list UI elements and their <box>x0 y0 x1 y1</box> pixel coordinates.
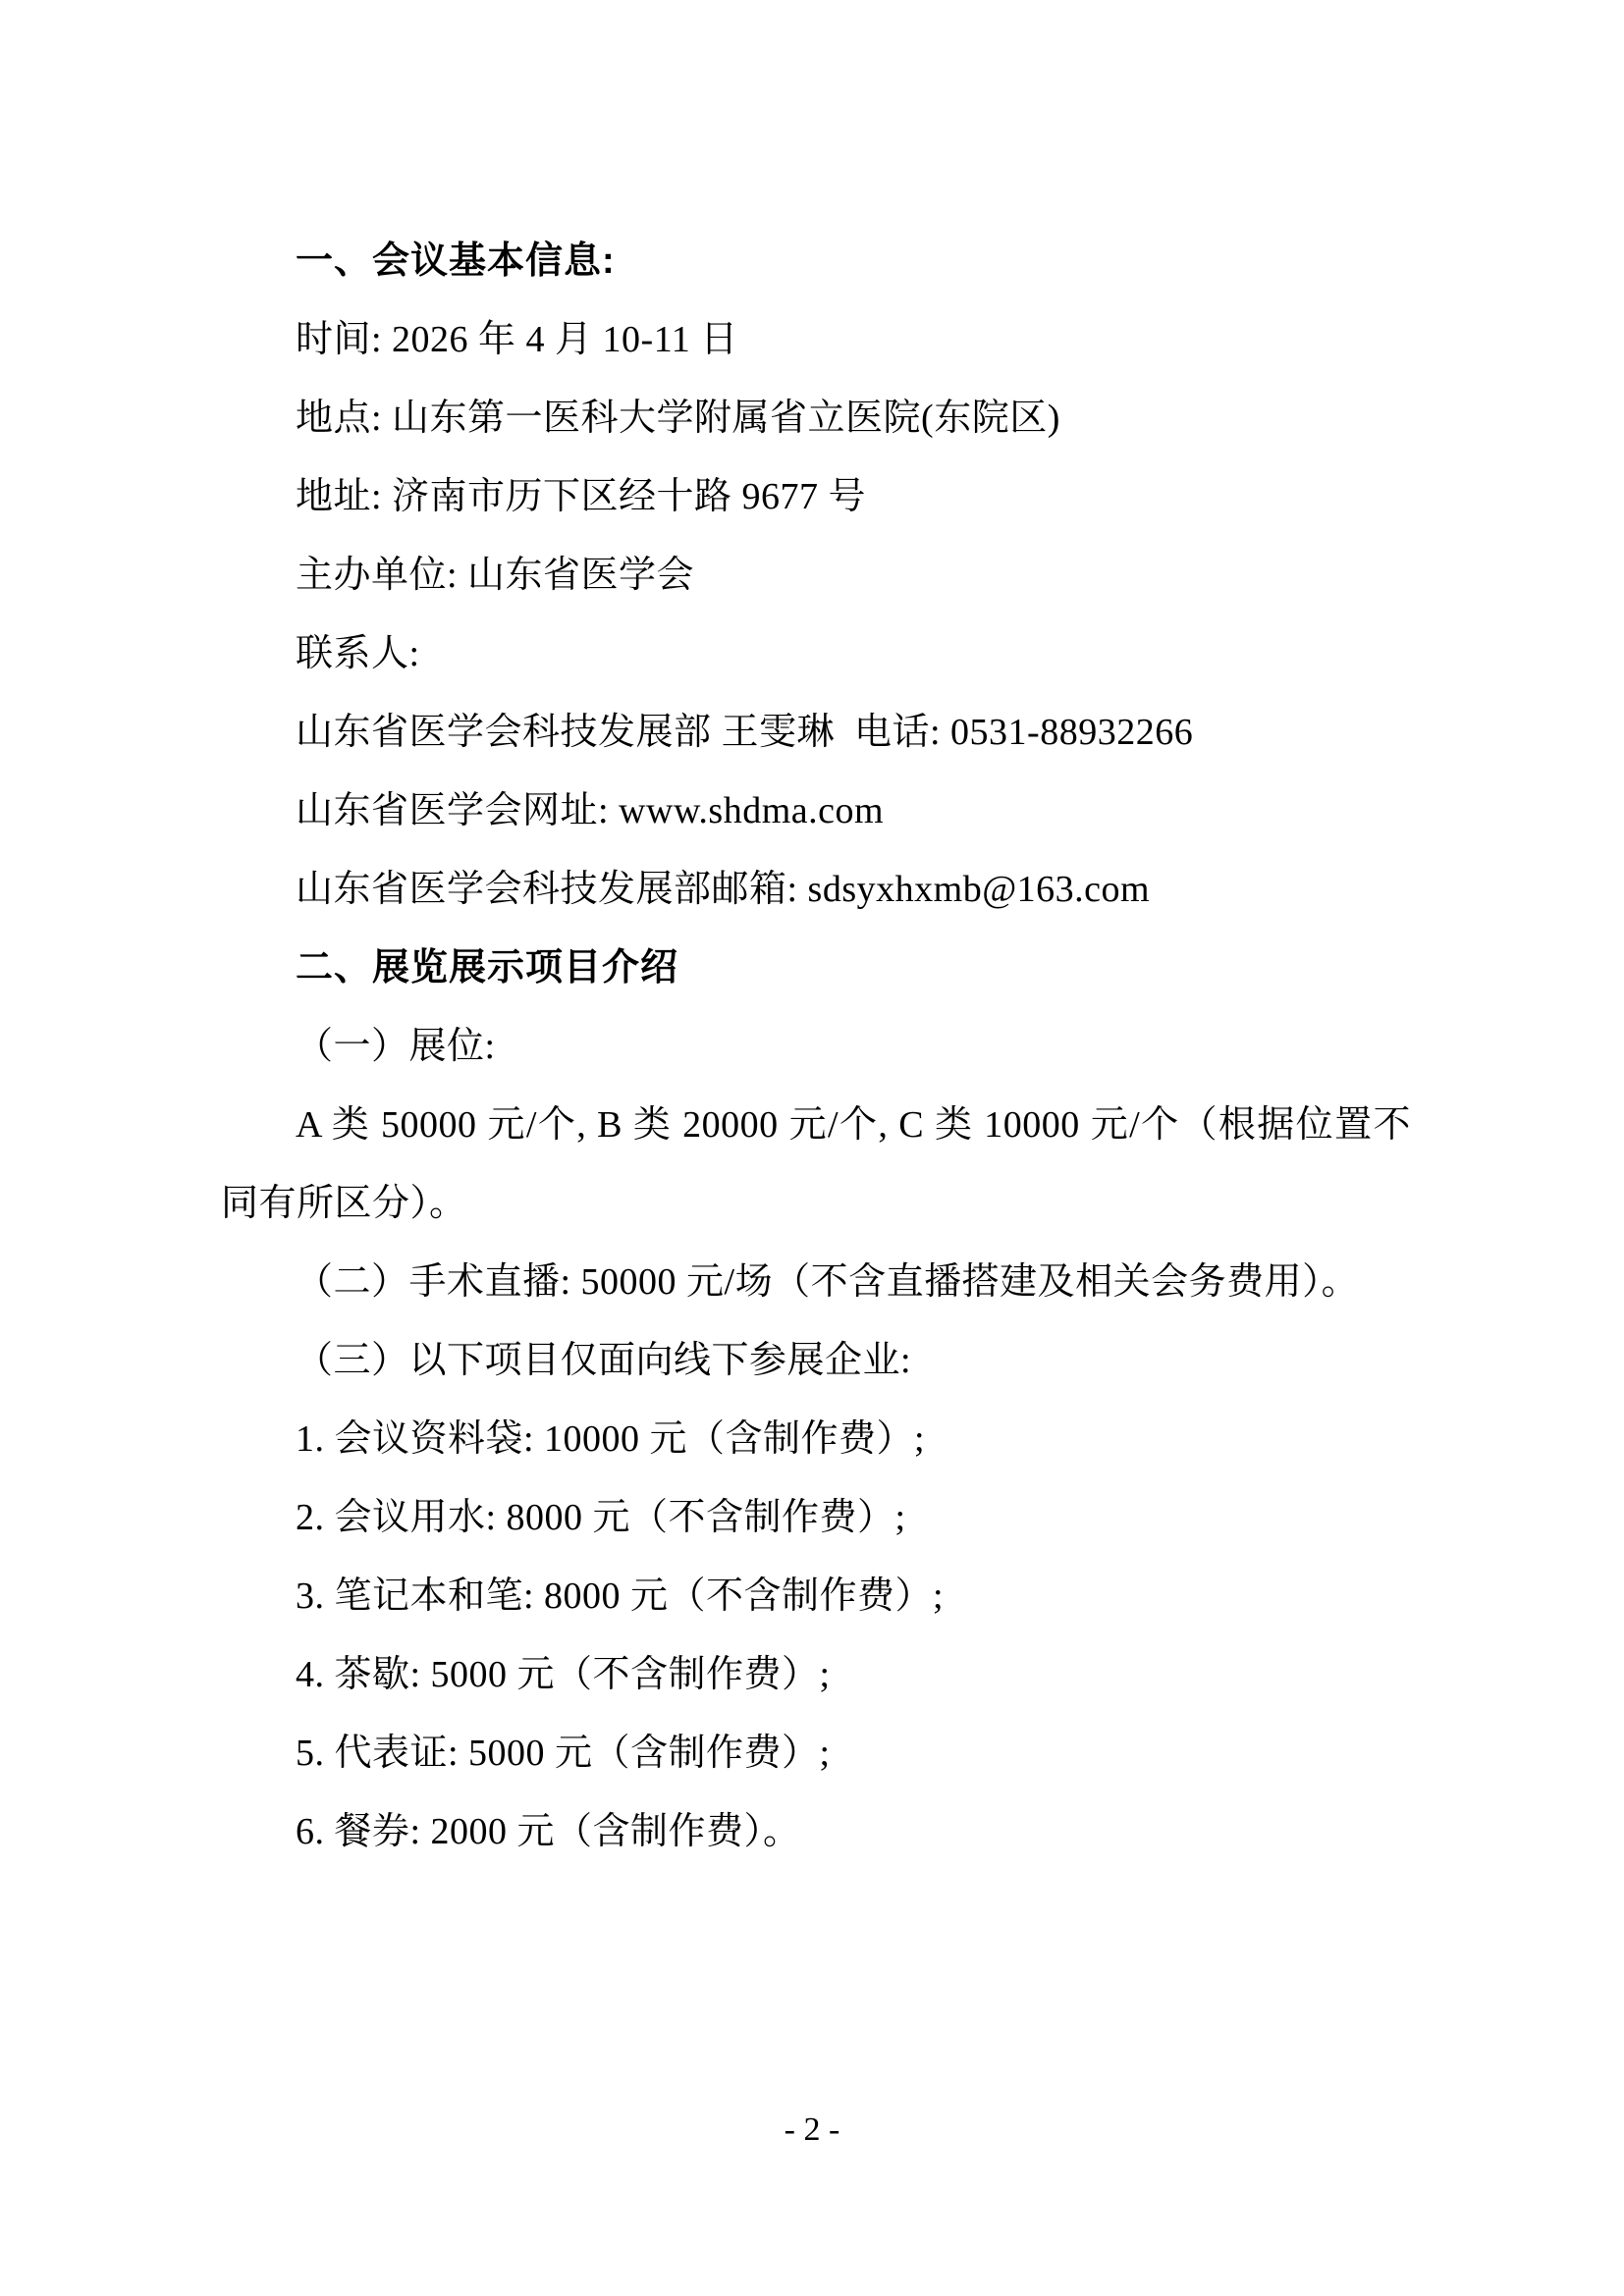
line-organizer: 主办单位: 山东省医学会 <box>296 555 695 596</box>
line-contact-phone: 山东省医学会科技发展部 王雯琳 电话: 0531-88932266 <box>296 712 1194 753</box>
page-number: - 2 - <box>784 2111 840 2148</box>
line-address: 地址: 济南市历下区经十路 9677 号 <box>296 476 867 517</box>
list-item-material-bag: 1. 会议资料袋: 10000 元（含制作费）; <box>296 1418 926 1460</box>
line-booth-prices: A 类 50000 元/个, B 类 20000 元/个, C 类 10000 元/个（根据位置不同有所区分）。 <box>221 1104 1411 1224</box>
heading-basic-info: 一、会议基本信息: <box>296 240 616 282</box>
list-item-tea-break: 4. 茶歇: 5000 元（不含制作费）; <box>296 1654 831 1695</box>
line-offline-only-label: （三）以下项目仅面向线下参展企业: <box>296 1340 912 1381</box>
line-website: 山东省医学会网址: www.shdma.com <box>296 790 885 831</box>
list-item-water: 2. 会议用水: 8000 元（不含制作费）; <box>296 1497 906 1538</box>
line-booth-label: （一）展位: <box>296 1026 496 1067</box>
document-body <box>221 222 1411 1871</box>
line-venue: 地点: 山东第一医科大学附属省立医院(东院区) <box>296 398 1060 439</box>
list-item-notebook-pen: 3. 笔记本和笔: 8000 元（不含制作费）; <box>296 1575 945 1617</box>
line-time: 时间: 2026 年 4 月 10-11 日 <box>296 319 738 360</box>
line-email: 山东省医学会科技发展部邮箱: sdsyxhxmb@163.com <box>296 869 1151 910</box>
heading-exhibition-intro: 二、展览展示项目介绍 <box>296 947 679 988</box>
line-surgery-live: （二）手术直播: 50000 元/场（不含直播搭建及相关会务费用）。 <box>296 1261 1360 1303</box>
line-contact-label: 联系人: <box>296 633 420 674</box>
list-item-badge: 5. 代表证: 5000 元（含制作费）; <box>296 1733 831 1774</box>
list-item-meal-ticket: 6. 餐券: 2000 元（含制作费）。 <box>296 1811 801 1852</box>
